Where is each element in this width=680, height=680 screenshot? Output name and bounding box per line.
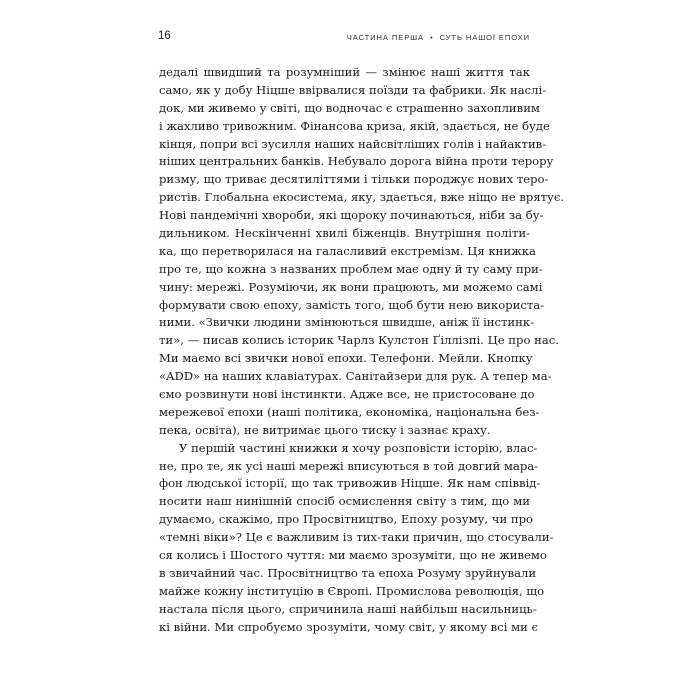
text-line: ємо розвинути нові інстинкти. Адже все, не пристосоване до <box>159 387 535 402</box>
text-line: док, ми живемо у світі, що водночас є страшенно захопливим <box>159 100 540 115</box>
text-line: дильником. Нескінченні хвилі біженців. Внутрішня політи- <box>159 226 530 241</box>
text-line: чину: мережі. Розуміючи, як вони працюють, ми можемо самі <box>159 279 543 294</box>
text-line: мережевої епохи (наші політика, економіка, національна без- <box>159 404 540 419</box>
text-line: ними. «Звички людини змінюються швидше, аніж її інстинк- <box>159 315 535 330</box>
text-line: кі війни. Ми спробуємо зрозуміти, чому світ, у якому всі ми є <box>159 619 539 634</box>
text-line: кінця, попри всі зусилля наших найсвітліших голів і найактив- <box>159 136 547 151</box>
text-line: Нові пандемічні хвороби, які щороку починаються, ніби за бу- <box>159 208 544 223</box>
text-line: в звичайний час. Просвітництво та епоха Розуму зруйнували <box>159 565 537 580</box>
text-line: фон людської історії, що так тривожив Ніцше. Як нам співвід- <box>159 476 541 491</box>
page-number: 16 <box>158 30 171 42</box>
text-line: ти», — писав колись історик Чарлз Кулстон Ґіллізпі. Це про нас. <box>159 333 559 348</box>
text-line: само, як у добу Ніцше ввірвалися поїзди та фабрики. Як наслі- <box>159 82 547 97</box>
running-head <box>347 33 530 42</box>
text-line: ристів. Глобальна екосистема, яку, здається, вже ніщо не врятує. <box>159 190 565 205</box>
running-head-chapter: СУТЬ НАШОЇ ЕПОХИ <box>439 33 530 42</box>
body-text <box>159 64 565 637</box>
text-line: У першій частині книжки я хочу розповісти історію, влас- <box>179 440 538 455</box>
text-line: не, про те, як усі наші мережі вписуються в той довгий мара- <box>159 458 539 473</box>
text-line: формувати свою епоху, замість того, щоб бути нею використа- <box>159 297 545 312</box>
text-line: і жахливо тривожним. Фінансова криза, якій, здається, не буде <box>159 118 550 133</box>
text-line: ка, що перетворилася на галасливий екстремізм. Ця книжка <box>159 243 536 258</box>
text-line: «темні віки»? Це є важливим із тих-таки причин, що стосували- <box>159 530 554 545</box>
text-line: ся колись і Шостого чуття: ми маємо зрозуміти, що не живемо <box>159 548 547 563</box>
text-line: думаємо, скажімо, про Просвітництво, Епоху розуму, чи про <box>159 512 533 527</box>
text-line: настала після цього, спричинила наші найбільш насильниць- <box>159 601 537 616</box>
running-head-part: ЧАСТИНА ПЕРША <box>346 33 424 42</box>
text-line: носити наш нинішній спосіб осмислення світу з тим, що ми <box>159 494 530 509</box>
text-line: дедалі швидший та розумніший — змінює наші життя так <box>159 65 530 79</box>
text-line: ніших центральних банків. Небувало дорога війна проти терору <box>159 154 554 169</box>
text-line: Ми маємо всі звички нової епохи. Телефони. Мейли. Кнопку <box>159 351 533 366</box>
text-line: пека, освіта), не витримає цього тиску і зазнає краху. <box>159 422 491 437</box>
text-line: про те, що кожна з названих проблем має одну й ту саму при- <box>159 261 543 276</box>
text-line: ризму, що триває десятиліттями і тільки породжує нових теро- <box>159 172 549 187</box>
paragraph <box>159 440 554 637</box>
paragraph <box>159 64 565 440</box>
text-line: «ADD» на наших клавіатурах. Санітайзери для рук. А тепер ма- <box>159 369 552 384</box>
text-line: майже кожну інституцію в Європі. Промислова революція, що <box>159 583 545 598</box>
running-head-separator: • <box>430 33 434 42</box>
